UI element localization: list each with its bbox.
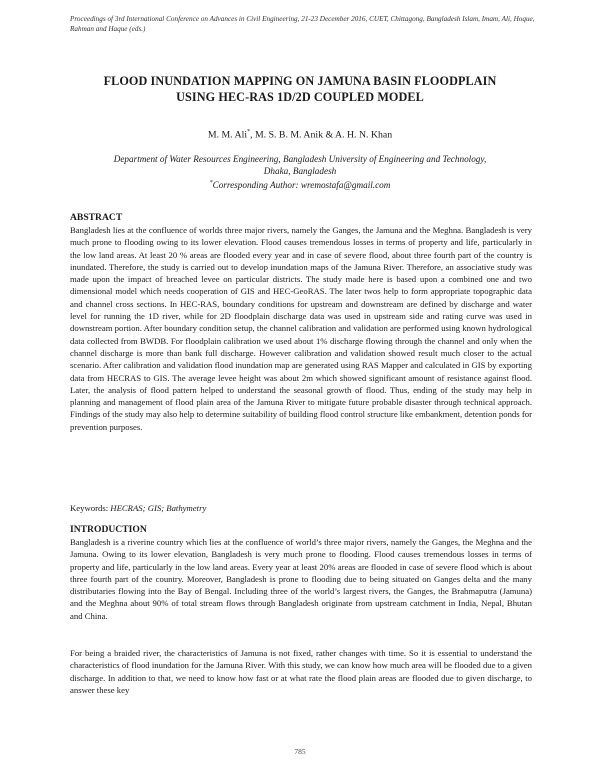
introduction-paragraph-1: Bangladesh is a riverine country which lies at the confluence of world’s three major rivers, namely the Ganges, the Meghna and the Jamuna. Owing to its lower elevation, Bangladesh is very much prone to flooding. Flood causes tremendous losses in terms of property and life, particularly in the low land areas. Every year at least 20% areas are flooded in case of severe flood which is about three fourth part of the country. Moreover, Bangladesh is prone to flooding due to being situated on Ganges delta and the many distributaries flowing into the Bay of Bengal. Including three of the world’s largest rivers, the Ganges, the Brahmaputra (Jamuna) and the Meghna about 90% of total stream flows through Bangladesh originate from upstream catchment in India, Nepal, Bhutan and China.: [70, 537, 532, 621]
abstract-text: Bangladesh lies at the confluence of worlds three major rivers, namely the Ganges, the Jamuna and the Meghna. Bangladesh is very much prone to flooding owing to its lower elevation. Flood causes tremendous losses in terms of property and life, particularly in the low land areas. At least 20 % areas are flooded every year and in case of severe flood, about three fourth part of the country is inundated. Therefore, the study is carried out to develop inundation maps of the Jamuna River. Therefore, an associative study was made upon the impact of breached levee on particular districts. The study made here is based upon a combined one and two dimensional model which needs cooperation of GIS and HEC-GeoRAS. The later twos help to form appropriate topographic data and channel cross sections. In HEC-RAS, boundary conditions for upstream and downstream are defined by discharge and water level for running the 1D river, while for 2D floodplain discharge data was used in upstream side and rating curve was used in downstream portion. After boundary condition setup, the channel calibration and validation are performed using known hydrological data collected from BWDB. For floodplain calibration we used about 1% discharge flowing through the channel and only when the channel discharge is more than bank full discharge. However calibration and validation showed result much closer to the actual scenario. After calibration and validation flood inundation map are generated using RAS Mapper and calculated in GIS by exporting data from HECRAS to GIS. The average levee height was about 2m which showed significant amount of resistance against flood. Later, the analysis of flood pattern helped to understand the seasonal growth of flood. Thus, ending of the study may help in planning and management of flood plain area of the Jamuna River to mitigate future probable disaster through technical approach. Findings of the study may also help to determine suitability of building flood control structure like embankment, detention ponds for prevention purposes.: [70, 225, 532, 432]
corresponding-author: [60, 177, 540, 191]
abstract-heading: ABSTRACT: [70, 212, 123, 223]
title-line-2: USING HEC-RAS 1D/2D COUPLED MODEL: [176, 90, 424, 104]
corresponding-author-mark: *: [209, 180, 213, 186]
paper-title: [60, 73, 540, 105]
corresponding-author-text: Corresponding Author: wremostafa@gmail.com: [212, 180, 391, 191]
keywords: [70, 502, 206, 514]
introduction-paragraph-2: For being a braided river, the characteristics of Jamuna is not fixed, rather changes with time. So it is essential to understand the characteristics of flood inundation for the Jamuna River. With this study, we can know how much area will be flooded due to a given discharge. In addition to that, we need to know how fast or at what rate the flood plain areas are flooded due to given discharge, to answer these key: [70, 648, 532, 695]
affiliation-city: Dhaka, Bangladesh: [263, 166, 337, 176]
keywords-values: HECRAS; GIS; Bathymetry: [110, 503, 207, 513]
affiliation: [60, 153, 540, 191]
introduction-heading: INTRODUCTION: [70, 524, 147, 535]
page-number: 785: [294, 747, 306, 756]
corresponding-mark: *: [247, 129, 251, 135]
affiliation-dept: Department of Water Resources Engineering, Bangladesh University of Engineering and Technology,: [113, 154, 487, 164]
title-line-1: FLOOD INUNDATION MAPPING ON JAMUNA BASIN FLOODPLAIN: [103, 74, 497, 88]
author-list: [60, 126, 540, 141]
author-rest: , M. S. B. M. Anik & A. H. N. Khan: [250, 129, 393, 141]
author-first: M. M. Ali: [207, 129, 248, 141]
proceedings-header: Proceedings of 3rd International Conference on Advances in Civil Engineering, 21-23 December 2016, CUET, Chittagong, Bangladesh Islam, Imam, Ali, Hoque, Rahman and Haque (eds.): [70, 15, 535, 33]
keywords-label: Keywords:: [70, 503, 111, 513]
